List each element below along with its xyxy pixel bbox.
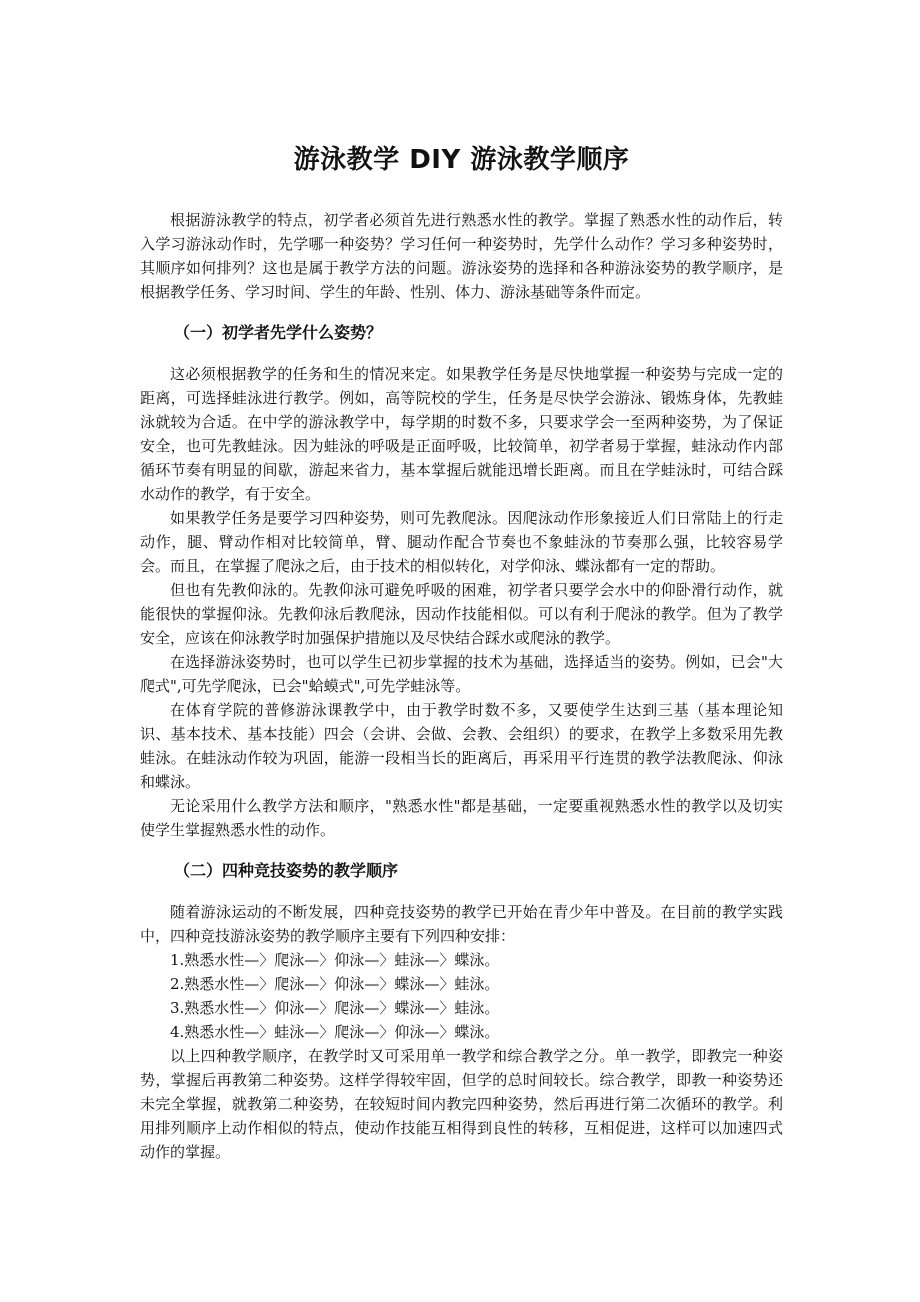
section-2-intro: 随着游泳运动的不断发展，四种竞技姿势的教学已开始在青少年中普及。在目前的教学实践中，四种竞技游泳姿势的教学顺序主要有下列四种安排： xyxy=(140,903,783,945)
section-1-paragraph: 无论采用什么教学方法和顺序，"熟悉水性"都是基础，一定要重视熟悉水性的教学以及切实使学生掌握熟悉水性的动作。 xyxy=(140,797,783,839)
document-title: 游泳教学 DIY 游泳教学顺序 xyxy=(293,145,630,175)
section-1-paragraph: 在选择游泳姿势时，也可以学生已初步掌握的技术为基础，选择适当的姿势。例如，已会"大爬式",可先学爬泳，已会"蛤蟆式",可先学蛙泳等。 xyxy=(140,653,783,695)
section-1-paragraph: 但也有先教仰泳的。先教仰泳可避免呼吸的困难，初学者只要学会水中的仰卧滑行动作，就能很快的掌握仰泳。先教仰泳后教爬泳，因动作技能相似。可以有利于爬泳的教学。但为了教学安全，应该在仰泳教学时加强保护措施以及尽快结合踩水或爬泳的教学。 xyxy=(140,581,783,647)
teaching-order-item: 1.熟悉水性—〉爬泳—〉仰泳—〉蛙泳—〉蝶泳。 xyxy=(170,951,500,969)
teaching-order-item: 3.熟悉水性—〉仰泳—〉爬泳—〉蝶泳—〉蛙泳。 xyxy=(170,999,500,1017)
document-page xyxy=(140,140,783,1164)
section-1-heading: （一）初学者先学什么姿势？ xyxy=(174,323,383,342)
section-1-paragraph: 如果教学任务是要学习四种姿势，则可先教爬泳。因爬泳动作形象接近人们日常陆上的行走动作，腿、臂动作相对比较简单，臂、腿动作配合节奏也不象蛙泳的节奏那么强，比较容易学会。而且，在掌握了爬泳之后，由于技术的相似转化，对学仰泳、蝶泳都有一定的帮助。 xyxy=(140,509,783,575)
section-2-heading: （二）四种竞技姿势的教学顺序 xyxy=(174,861,399,880)
teaching-order-item: 2.熟悉水性—〉爬泳—〉仰泳—〉蝶泳—〉蛙泳。 xyxy=(170,975,500,993)
section-1-paragraph: 这必须根据教学的任务和生的情况来定。如果教学任务是尽快地掌握一种姿势与完成一定的距离，可选择蛙泳进行教学。例如，高等院校的学生，任务是尽快学会游泳、锻炼身体，先教蛙泳就较为合适。在中学的游泳教学中，每学期的时数不多，只要求学会一至两种姿势，为了保证安全，也可先教蛙泳。因为蛙泳的呼吸是正面呼吸，比较简单，初学者易于掌握，蛙泳动作内部循环节奏有明显的间歇，游起来省力，基本掌握后就能迅增长距离。而且在学蛙泳时，可结合踩水动作的教学，有于安全。 xyxy=(140,365,783,503)
section-2-closing: 以上四种教学顺序，在教学时又可采用单一教学和综合教学之分。单一教学，即教完一种姿势，掌握后再教第二种姿势。这样学得较牢固，但学的总时间较长。综合教学，即教一种姿势还未完全掌握，就教第二种姿势，在较短时间内教完四种姿势，然后再进行第二次循环的教学。利用排列顺序上动作相似的特点，使动作技能互相得到良性的转移，互相促进，这样可以加速四式动作的掌握。 xyxy=(140,1047,783,1161)
section-1-paragraph: 在体育学院的普修游泳课教学中，由于教学时数不多，又要使学生达到三基（基本理论知识、基本技术、基本技能）四会（会讲、会做、会教、会组织）的要求，在教学上多数采用先教蛙泳。在蛙泳动作较为巩固，能游一段相当长的距离后，再采用平行连贯的教学法教爬泳、仰泳和蝶泳。 xyxy=(140,701,783,791)
teaching-order-item: 4.熟悉水性—〉蛙泳—〉爬泳—〉仰泳—〉蝶泳。 xyxy=(170,1023,500,1041)
intro-paragraph: 根据游泳教学的特点，初学者必须首先进行熟悉水性的教学。掌握了熟悉水性的动作后，转入学习游泳动作时，先学哪一种姿势？学习任何一种姿势时，先学什么动作？学习多种姿势时，其顺序如何排列？这也是属于教学方法的问题。游泳姿势的选择和各种游泳姿势的教学顺序，是根据教学任务、学习时间、学生的年龄、性别、体力、游泳基础等条件而定。 xyxy=(140,211,783,301)
